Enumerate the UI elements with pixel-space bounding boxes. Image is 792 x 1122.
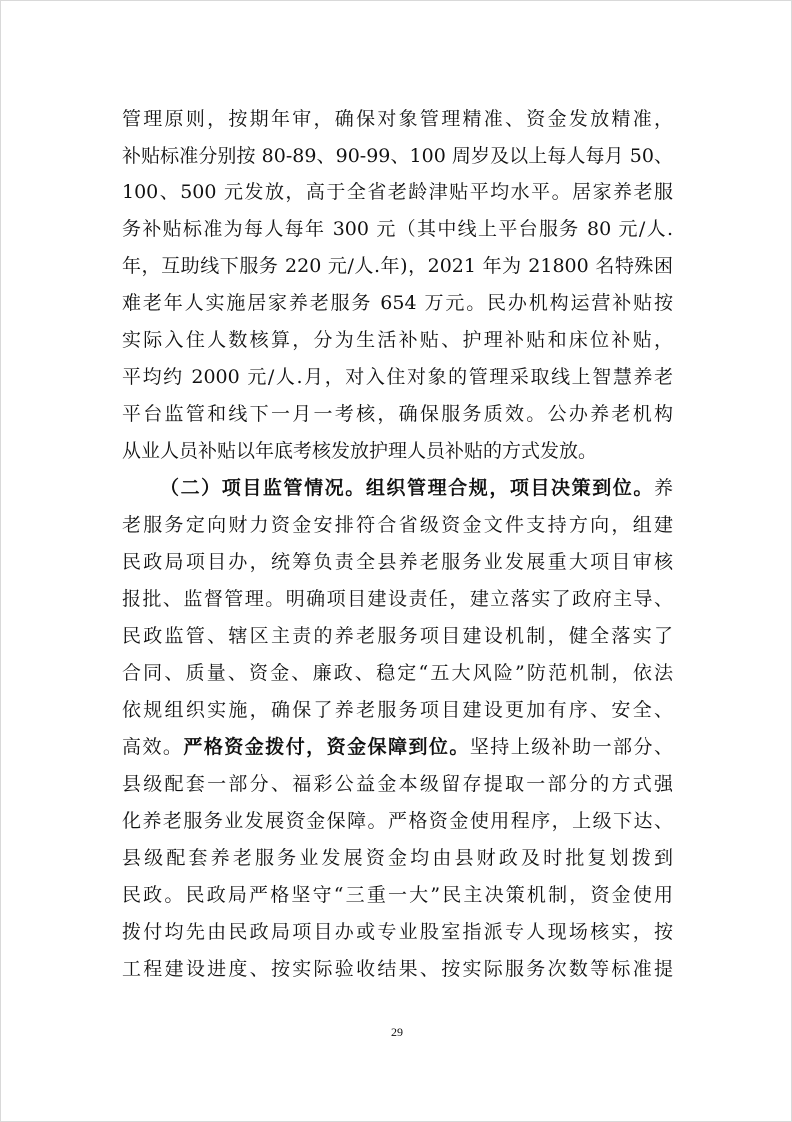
text-segment: 养: [653, 477, 673, 499]
text-segment: 化养老服务业发展资金保障。严格资金使用程序，上级下达、: [122, 810, 673, 832]
page-number: 29: [391, 1025, 403, 1039]
section-heading: （二）项目监管情况。组织管理合规，项目决策到位。: [160, 477, 654, 499]
text-line-8: [122, 366, 673, 388]
text-segment: 平均约 2000 元/人.月，对入住对象的管理采取线上智慧养老: [122, 366, 673, 388]
text-segment: 县级配套一部分、福彩公益金本级留存提取一部分的方式强: [122, 773, 673, 795]
text-line-21: [122, 847, 673, 869]
text-line-11: [160, 477, 673, 499]
text-line-7: [122, 329, 673, 351]
text-line-15: [122, 625, 673, 647]
text-segment: 民政局项目办，统筹负责全县养老服务业发展重大项目审核: [122, 551, 673, 573]
text-line-2: [122, 145, 673, 167]
text-line-1: [122, 108, 673, 130]
text-segment: 高效。: [122, 736, 184, 758]
text-segment: 从业人员补贴以年底考核发放护理人员补贴的方式发放。: [122, 440, 598, 462]
text-line-17: [122, 699, 673, 721]
text-line-4: [122, 218, 673, 240]
text-segment: 难老年人实施居家养老服务 654 万元。民办机构运营补贴按: [122, 292, 673, 314]
text-segment: 务补贴标准为每人每年 300 元（其中线上平台服务 80 元/人.: [122, 218, 673, 240]
text-segment: 老服务定向财力资金安排符合省级资金文件支持方向，组建: [122, 514, 673, 536]
text-segment: 县级配套养老服务业发展资金均由县财政及时批复划拨到: [122, 847, 673, 869]
text-line-23: [122, 921, 673, 943]
text-line-3: [122, 181, 673, 203]
text-segment: 合同、质量、资金、廉政、稳定“五大风险”防范机制，依法: [122, 662, 673, 684]
text-line-13: [122, 551, 673, 573]
text-segment: 报批、监督管理。明确项目建设责任，建立落实了政府主导、: [122, 588, 673, 610]
text-segment: 年，互助线下服务 220 元/人.年)，2021 年为 21800 名特殊困: [122, 255, 673, 277]
text-line-6: [122, 292, 673, 314]
text-line-14: [122, 588, 673, 610]
text-segment: 工程建设进度、按实际验收结果、按实际服务次数等标准提: [122, 958, 673, 980]
text-segment: 100、500 元发放，高于全省老龄津贴平均水平。居家养老服: [122, 181, 673, 203]
text-line-22: [122, 884, 673, 906]
text-line-16: [122, 662, 673, 684]
text-segment: 民政监管、辖区主责的养老服务项目建设机制，健全落实了: [122, 625, 673, 647]
text-segment: 管理原则，按期年审，确保对象管理精准、资金发放精准，: [122, 108, 673, 130]
text-segment: 拨付均先由民政局项目办或专业股室指派专人现场核实，按: [122, 921, 673, 943]
text-segment: 补贴标准分别按 80-89、90-99、100 周岁及以上每人每月 50、: [122, 145, 673, 167]
bold-heading: 严格资金拨付，资金保障到位。: [183, 736, 470, 758]
text-line-20: [122, 810, 673, 832]
text-line-9: [122, 403, 673, 425]
text-segment: 平台监管和线下一月一考核，确保服务质效。公办养老机构: [122, 403, 673, 425]
text-line-12: [122, 514, 673, 536]
text-line-24: [122, 958, 673, 980]
text-segment: 坚持上级补助一部分、: [469, 736, 673, 758]
text-line-19: [122, 773, 673, 795]
text-segment: 实际入住人数核算，分为生活补贴、护理补贴和床位补贴，: [122, 329, 673, 351]
text-segment: 民政。民政局严格坚守“三重一大”民主决策机制，资金使用: [122, 884, 673, 906]
text-line-5: [122, 255, 673, 277]
text-line-18: [122, 736, 673, 758]
text-line-10: [122, 440, 673, 462]
text-segment: 依规组织实施，确保了养老服务项目建设更加有序、安全、: [122, 699, 673, 721]
